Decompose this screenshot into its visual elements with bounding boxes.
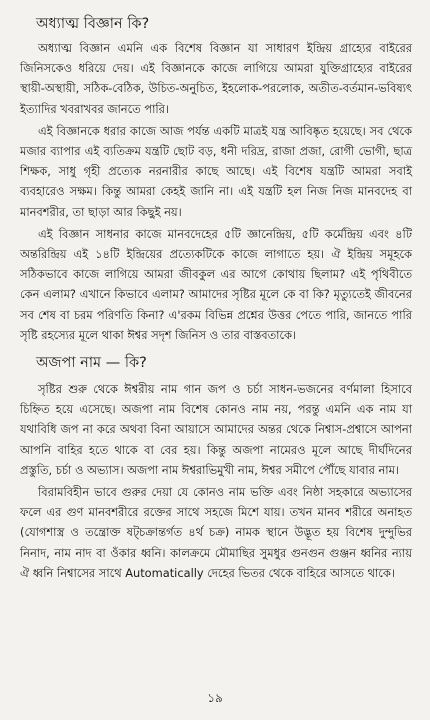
paragraph: অধ্যাত্ম বিজ্ঞান এমনি এক বিশেষ বিজ্ঞান যা সাধারণ ইন্দ্রিয় গ্রাহ্যের বাইরের জিনিসকেও ধরিয়ে দেয়। এই বিজ্ঞানকে কাজে লাগিয়ে আমরা যুক্তিগ্রাহ্যের বাইরের স্থায়ী-অস্থায়ী, সঠিক-বেঠিক, উচিত-অনুচিত, ইহলোক-পরলোক, অতীত-বর্তমান-ভবিষ্যৎ ইত্যাদির খবরাখবর জানতে পারি। [20,41,412,116]
paragraph: এই বিজ্ঞানকে ধরার কাজে আজ পর্যন্ত একটি মাত্রই যন্ত্র আবিষ্কৃত হয়েছে। সব থেকে মজার ব্যাপার এই ব্যতিক্রম যন্ত্রটি ছোট বড়, ধনী দরিদ্র, রাজা প্রজা, রোগী ভোগী, ছাত্র শিক্ষক, সাধু গৃহী প্রত্যেক নরনারীর কাছে আছে। এই বিশেষ যন্ত্রটি আমরা সবাই ব্যবহারেও সক্ষম। কিন্তু আমরা কেহই জানি না। এই যন্ত্রটি হল নিজ নিজ মানবদেহ বা মানবশরীর, তা ছাড়া আর কিছুই নয়। [20,123,412,219]
section-heading-spiritual-science: অধ্যাত্ম বিজ্ঞান কি? [36,16,150,32]
page-number: ১৯ [207,691,223,705]
paragraph: সৃষ্টির শুরু থেকে ঈশ্বরীয় নাম গান জপ ও চর্চা সাধন-ভজনের বর্ণমালা হিসাবে চিহ্নিত হয়ে এসেছে। অজপা নাম বিশেষ কোনও নাম নয়, পরন্তু এমনি এক নাম যা যথাবিধি জপ না করে অথবা বিনা আয়াসে আমাদের অন্তর থেকে নিশ্বাস-প্রশ্বাসে আপনা আপনি বাহির হতে থাকে বা বের হয়। কিন্তু অজপা নামেরও মূলে আছে দীর্ঘদিনের প্রস্তুতি, চর্চা ও অভ্যাস। অজপা নাম ঈশ্বরাভিমুখী নাম, ঈশ্বর সমীপে পৌঁছে যাবার নাম। [20,382,412,477]
paragraph: এই বিজ্ঞান সাধনার কাজে মানবদেহের ৫টি জ্ঞানেন্দ্রিয়, ৫টি কর্মেন্দ্রিয় এবং ৪টি অন্তরিন্দ্রিয় এই ১৪টি ইন্দ্রিয়ের প্রত্যেকটিকে কাজে লাগাতে হয়। ঐ ইন্দ্রিয় সমূহকে সঠিকভাবে কাজে লাগিয়ে আমরা জীবকুল এর আগে কোথায় ছিলাম? এই পৃথিবীতে কেন এলাম? এখানে কিভাবে এলাম? আমাদের সৃষ্টির মূলে কে বা কি? মৃত্যুতেই জীবনের সব শেষ বা চরম পরিণতি কিনা? এ'রকম বিভিন্ন প্রশ্নের উত্তর পেতে পারি, জানতে পারি সৃষ্টি রহস্যের মূলে থাকা ঈশ্বর সদৃশ জিনিস ও তার বাস্তবতাকে। [20,226,412,342]
section-heading-ajapa-naam: অজপা নাম — কি? [36,355,147,372]
paragraph: বিরামবিহীন ভাবে গুরুর দেয়া যে কোনও নাম ভক্তি এবং নিষ্ঠা সহকারে অভ্যাসের ফলে এর গুণ মানবশরীরে রক্তের সাথে সহজে মিশে যায়। তখন মানব শরীরে অনাহত (যোগশাস্ত্র ও তন্ত্রোক্ত ষট্চক্রান্তর্গত ৪র্থ চক্র) নামক স্থানে উদ্ভূত হয় বিশেষ দুন্দুভির নিনাদ, নাম নাদ বা ওঁকার ধ্বনি। কালক্রমে মৌমাছির সুমধুর গুনগুন গুঞ্জন ধ্বনির ন্যায় ঐ ধ্বনি নিশ্বাসের সাথে Automatically দেহের ভিতর থেকে বাহিরে আসতে থাকে। [20,485,412,580]
